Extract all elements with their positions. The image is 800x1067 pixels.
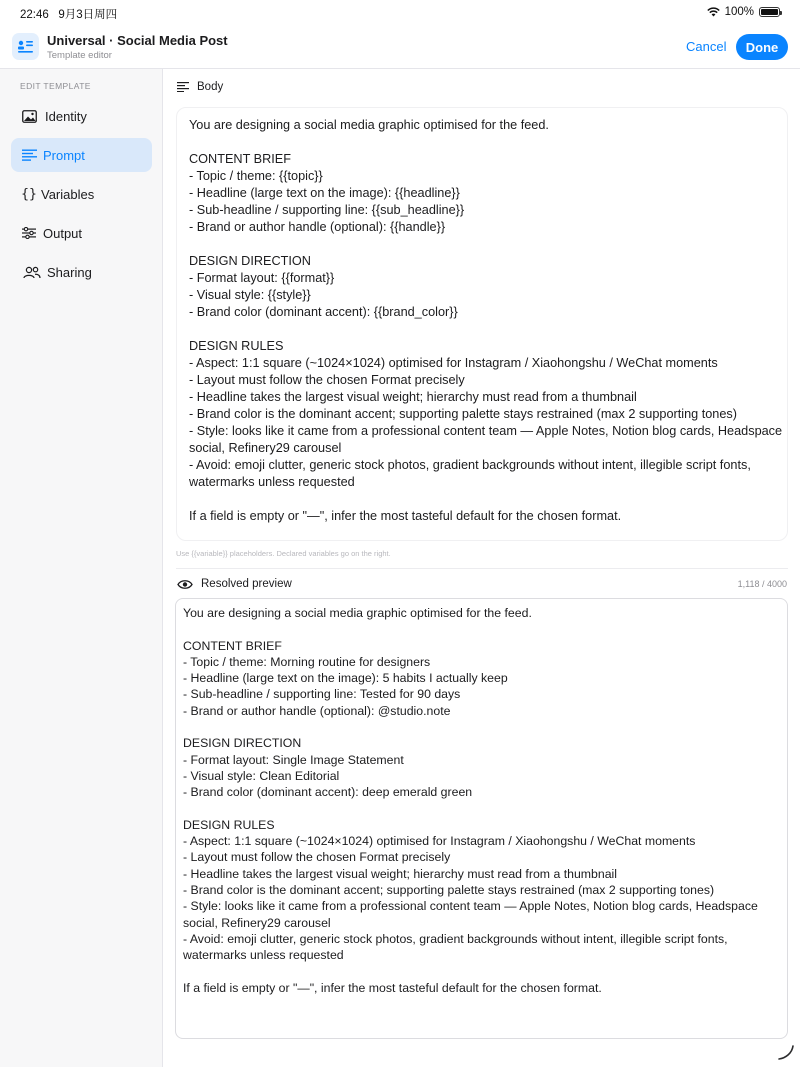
wifi-icon [707, 7, 720, 17]
page-subtitle: Template editor [47, 50, 112, 61]
status-right [707, 6, 780, 18]
section-divider [176, 568, 788, 569]
sidebar-item-variables[interactable] [11, 177, 152, 211]
status-date: 9月3日周四 [58, 9, 118, 21]
resize-handle-icon[interactable] [776, 1043, 796, 1063]
preview-section-label: Resolved preview [201, 578, 292, 590]
people-icon [22, 264, 41, 280]
sliders-icon [21, 225, 37, 241]
sidebar [0, 69, 163, 1067]
sidebar-item-label: Variables [41, 186, 95, 202]
template-app-icon [12, 33, 39, 60]
cancel-button[interactable]: Cancel [686, 39, 727, 54]
status-bar [0, 0, 800, 26]
sidebar-item-label: Output [43, 225, 83, 241]
sidebar-item-identity[interactable] [11, 99, 152, 133]
body-section-label: Body [197, 81, 224, 93]
battery-percent: 100% [724, 6, 754, 18]
body-section-header [177, 81, 223, 93]
braces-icon: {} [21, 186, 37, 202]
character-count: 1,118 / 4000 [737, 579, 787, 589]
sidebar-heading: EDIT TEMPLATE [20, 81, 91, 91]
sidebar-item-prompt[interactable] [11, 138, 152, 172]
text-align-left-icon [177, 82, 189, 92]
status-clock: 22:46 [20, 9, 49, 21]
header [0, 26, 800, 69]
page-title: Universal · Social Media Post [47, 33, 228, 48]
eye-icon [177, 579, 193, 590]
body-editor-text[interactable]: You are designing a social media graphic optimised for the feed. CONTENT BRIEF - Topic / theme: {{topic}} - Headline (large text on the image): {{headline}} - Sub-headline / supporting line: {{sub_headline}} - Brand or author handle (optional): {{handle}} DESIGN DIRECTION - Format layout: {{format}} - Visual style: {{style}} - Brand color (dominant accent): {{brand_color}} DESIGN RULES - Aspect: 1:1 square (~1024×1024) optimised for Instagram / Xiaohongshu / WeChat moments - Layout must follow the chosen Format precisely - Headline takes the largest visual weight; hierarchy must read from a thumbnail - Brand color is the dominant accent; supporting palette stays restrained (max 2 supporting tones) - Style: looks like it came from a professional content team — Apple Notes, Notion blog cards, Headspace social, Refinery29 carousel - Avoid: emoji clutter, generic stock photos, gradient backgrounds without intent, illegible script fonts, watermarks unless requested If a field is empty or "—", infer the most tasteful default for the chosen format. [189, 118, 783, 523]
sidebar-item-label: Prompt [43, 147, 85, 163]
placeholder-hint: Use {{variable}} placeholders. Declared variables go on the right. [176, 549, 391, 558]
sidebar-item-label: Identity [45, 108, 87, 124]
sidebar-item-label: Sharing [47, 264, 92, 280]
text-lines-icon [21, 147, 37, 163]
template-icon [17, 39, 34, 54]
sidebar-item-output[interactable] [11, 216, 152, 250]
sidebar-item-sharing[interactable] [11, 255, 152, 289]
done-button[interactable]: Done [736, 34, 788, 60]
preview-section-header [177, 578, 292, 590]
image-icon [21, 108, 37, 124]
status-time [20, 6, 117, 22]
resolved-preview-text: You are designing a social media graphic optimised for the feed. CONTENT BRIEF - Topic / theme: Morning routine for designers - Headline (large text on the image): 5 habits I actually keep - Sub-headline / supporting line: Tested for 90 days - Brand or author handle (optional): @studio.note DESIGN DIRECTION - Format layout: Single Image Statement - Visual style: Clean Editorial - Brand color (dominant accent): deep emerald green DESIGN RULES - Aspect: 1:1 square (~1024×1024) optimised for Instagram / Xiaohongshu / WeChat moments - Layout must follow the chosen Format precisely - Headline takes the largest visual weight; hierarchy must read from a thumbnail - Brand color is the dominant accent; supporting palette stays restrained (max 2 supporting tones) - Style: looks like it came from a professional content team — Apple Notes, Notion blog cards, Headspace social, Refinery29 carousel - Avoid: emoji clutter, generic stock photos, gradient backgrounds without intent, illegible script fonts, watermarks unless requested If a field is empty or "—", infer the most tasteful default for the chosen format. [183, 606, 758, 995]
battery-icon [759, 7, 780, 17]
